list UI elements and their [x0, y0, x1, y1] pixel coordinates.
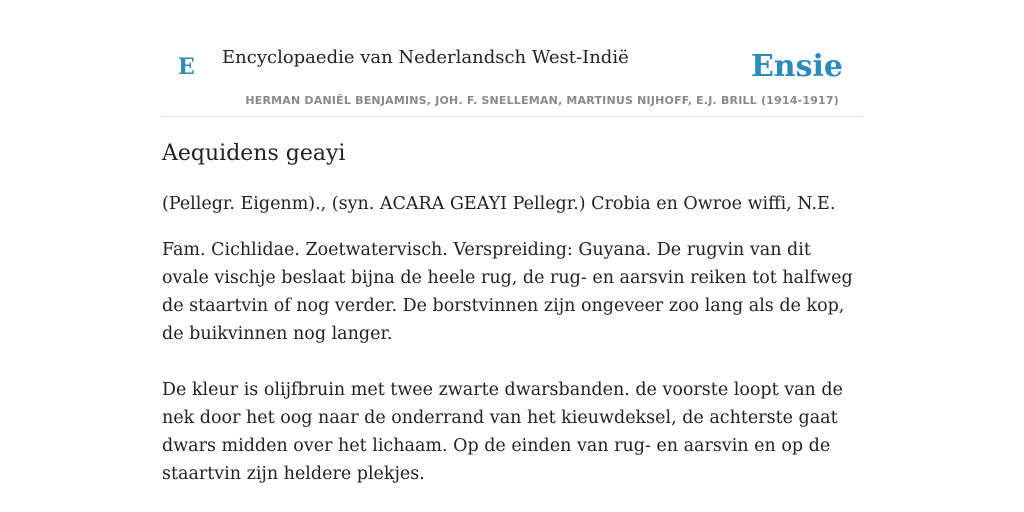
entry-content	[162, 138, 862, 488]
entry-paragraph: De kleur is olijfbruin met twee zwarte dwarsbanden. de voorste loopt van de nek door het oog naar de onderrand van het kieuwdeksel, de achterste gaat dwars midden over het lichaam. Op de einden van rug- en aarsvin en op de staartvin zijn heldere plekjes.	[162, 380, 843, 484]
entry-synonyms: (Pellegr. Eigenm)., (syn. ACARA GEAYI Pellegr.) Crobia en Owroe wiffi, N.E.	[162, 194, 836, 214]
header	[162, 0, 862, 117]
authors-publisher-line: HERMAN DANIËL BENJAMINS, JOH. F. SNELLEMAN, MARTINUS NIJHOFF, E.J. BRILL (1914-1917)	[245, 94, 839, 107]
entry-paragraph: Fam. Cichlidae. Zoetwatervisch. Verspreiding: Guyana. De rugvin van dit ovale vischje beslaat bijna de heele rug, de rug- en aarsvin reiken tot halfweg de staartvin of nog verder. De borstvinnen zijn ongeveer zoo lang als de kop, de buikvinnen nog langer.	[162, 240, 853, 344]
ensie-logo[interactable]: Ensie	[750, 49, 843, 84]
encyclopedia-logo-icon[interactable]: E	[178, 54, 195, 80]
entry-title: Aequidens geayi	[162, 141, 346, 166]
encyclopedia-title[interactable]: Encyclopaedie van Nederlandsch West-Indië	[222, 47, 629, 68]
